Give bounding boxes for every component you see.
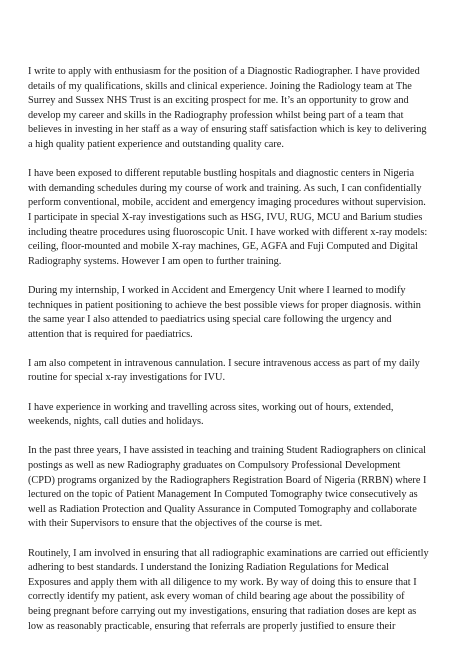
paragraph-standards (28, 547, 448, 635)
text-line: I am also competent in intravenous cannulation. I secure intravenous access as part of my daily (28, 357, 420, 369)
text-line: routine for special x-ray investigations for IVU. (28, 372, 226, 384)
text-line: perform conventional, mobile, accident and emergency imaging procedures without supervision. (28, 197, 426, 209)
paragraph-internship (28, 284, 448, 342)
text-line: lectured on the topic of Patient Management In Computed Tomography twice consecutively as (28, 489, 418, 501)
text-line: correctly identify my patient, ask every woman of child bearing age about the possibility of (28, 591, 405, 603)
text-line: with their Supervisors to ensure that the objectives of the course is met. (28, 518, 323, 530)
letter-body (28, 65, 448, 649)
text-line: low as reasonably practicable, ensuring that referrals are properly justified to ensure their (28, 620, 396, 632)
text-line: adhering to best standards. I understand the Ionizing Radiation Regulations for Medical (28, 562, 389, 574)
text-line: weekends, nights, call duties and holidays. (28, 416, 204, 428)
text-line: Exposures and apply them with all diligence to my work. By way of doing this to ensure that I (28, 576, 417, 588)
text-line: ceiling, floor-mounted and mobile X-ray machines, GE, AGFA and Fuji Computed and Digital (28, 241, 418, 253)
paragraph-availability (28, 401, 448, 430)
text-line: In the past three years, I have assisted in teaching and training Student Radiographers on clinical (28, 445, 427, 457)
text-line: attention that is required for paediatrics. (28, 328, 193, 340)
text-line: During my internship, I worked in Accident and Emergency Unit where I learned to modify (28, 284, 406, 296)
text-line: I have experience in working and travelling across sites, working out of hours, extended, (28, 401, 394, 413)
text-line: I have been exposed to different reputable bustling hospitals and diagnostic centers in Nigeria (28, 168, 415, 180)
text-line: details of my qualifications, skills and clinical experience. Joining the Radiology team at The (28, 80, 412, 92)
text-line: well as Radiation Protection and Quality Assurance in Computed Tomography and collaborate (28, 503, 417, 515)
text-line: I participate in special X-ray investigations such as HSG, IVU, RUG, MCU and Barium studies (28, 211, 423, 223)
text-line: the same year I also attended to paediatrics using special care following the urgency and (28, 314, 392, 326)
text-line: postings as well as new Radiography graduates on Compulsory Professional Development (28, 460, 401, 472)
text-line: develop my career and skills in the Radiography profession whilst being part of a team that (28, 109, 404, 121)
text-line: Routinely, I am involved in ensuring that all radiographic examinations are carried out efficiently (28, 547, 429, 559)
paragraph-introduction (28, 65, 448, 153)
text-line: Surrey and Sussex NHS Trust is an exciting prospect for me. It’s an opportunity to grow and (28, 95, 409, 107)
text-line: (CPD) programs organized by the Radiographers Registration Board of Nigeria (RRBN) where I (28, 474, 427, 486)
text-line: being pregnant before carrying out my investigations, ensuring that radiation doses are kept as (28, 605, 417, 617)
paragraph-teaching (28, 444, 448, 532)
text-line: believes in investing in her staff as a way of ensuring staff satisfaction which is key to delivering (28, 124, 427, 136)
paragraph-cannulation (28, 357, 448, 386)
text-line: techniques in patient positioning to achieve the best possible views for proper diagnosis. within (28, 299, 421, 311)
text-line: I write to apply with enthusiasm for the position of a Diagnostic Radiographer. I have provided (28, 66, 420, 77)
paragraph-experience (28, 167, 448, 269)
text-line: a high quality patient experience and outstanding quality care. (28, 138, 284, 150)
text-line: Radiography systems. However I am open to further training. (28, 255, 282, 267)
text-line: with demanding schedules during my course of work and training. As such, I can confidentially (28, 182, 422, 194)
text-line: including theatre procedures using fluoroscopic Unit. I have worked with different x-ray models: (28, 226, 428, 238)
